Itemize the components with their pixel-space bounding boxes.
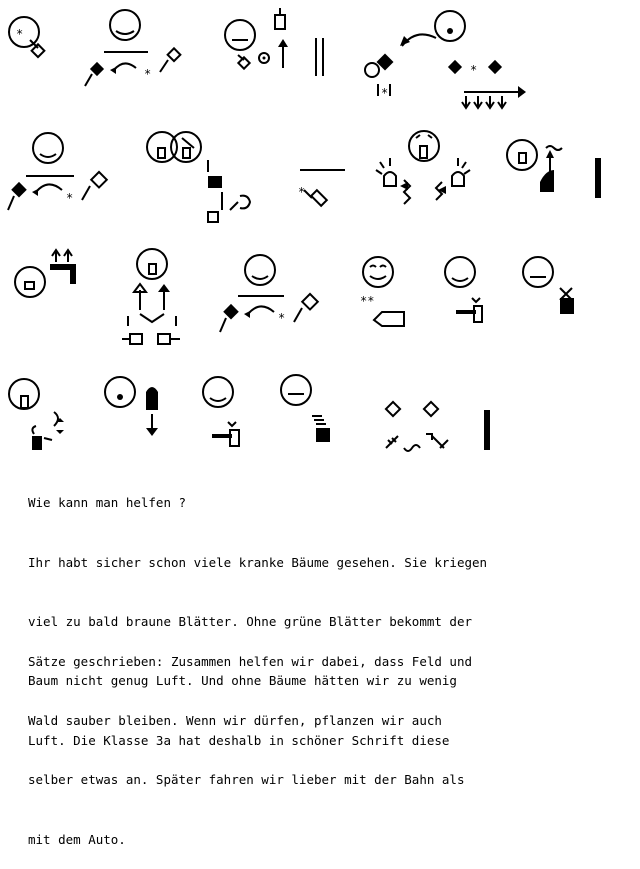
svg-text:*: * xyxy=(66,191,74,205)
svg-text:*: * xyxy=(381,86,389,100)
sign-2-1 xyxy=(8,133,107,210)
paragraph-line: selber etwas an. Später fahren wir lieber mit der Bahn als xyxy=(28,772,465,788)
sign-3-6 xyxy=(523,257,574,314)
svg-text:**: ** xyxy=(360,294,375,308)
paragraph-2 xyxy=(28,612,472,869)
sign-1-3 xyxy=(225,8,323,76)
sign-3-5 xyxy=(445,257,482,322)
svg-text:*: * xyxy=(298,185,306,199)
sign-2-2 xyxy=(147,132,250,222)
paragraph-line: Baum nicht genug Luft. Und ohne Bäume hätten wir zu wenig xyxy=(28,673,457,689)
svg-text:*: * xyxy=(16,27,24,41)
sign-3-3 xyxy=(220,255,318,332)
paragraph-line: Ihr habt sicher schon viele kranke Bäume gesehen. Sie kriegen xyxy=(28,554,488,570)
sign-2-5 xyxy=(507,140,601,198)
svg-text:*: * xyxy=(278,311,286,325)
sign-4-2 xyxy=(105,377,158,436)
sign-1-2 xyxy=(85,10,180,86)
sign-4-4 xyxy=(281,375,330,442)
svg-text:*: * xyxy=(470,63,478,77)
sign-1-1 xyxy=(9,17,44,57)
paragraph-line: Sätze geschrieben: Zusammen helfen wir dabei, dass Feld und xyxy=(28,653,473,669)
paragraph-line: Wald sauber bleiben. Wenn wir dürfen, pflanzen wir auch xyxy=(28,712,442,728)
article-title: Wie kann man helfen ? xyxy=(28,495,187,510)
paragraph-line: Luft. Die Klasse 3a hat deshalb in schöner Schrift diese xyxy=(28,732,450,748)
sign-1-4 xyxy=(365,11,526,108)
svg-text:*: * xyxy=(144,67,152,81)
sign-3-2 xyxy=(122,249,180,344)
sign-4-1 xyxy=(9,379,64,450)
sign-4-5 xyxy=(386,402,490,451)
paragraph-line: mit dem Auto. xyxy=(28,831,126,847)
sign-4-3 xyxy=(203,377,239,446)
sign-3-4 xyxy=(360,257,404,326)
sign-2-3 xyxy=(298,170,345,206)
paragraph-line: viel zu bald braune Blätter. Ohne grüne Blätter bekommt der xyxy=(28,613,473,629)
sign-2-4 xyxy=(376,131,470,204)
sign-3-1 xyxy=(15,250,76,297)
